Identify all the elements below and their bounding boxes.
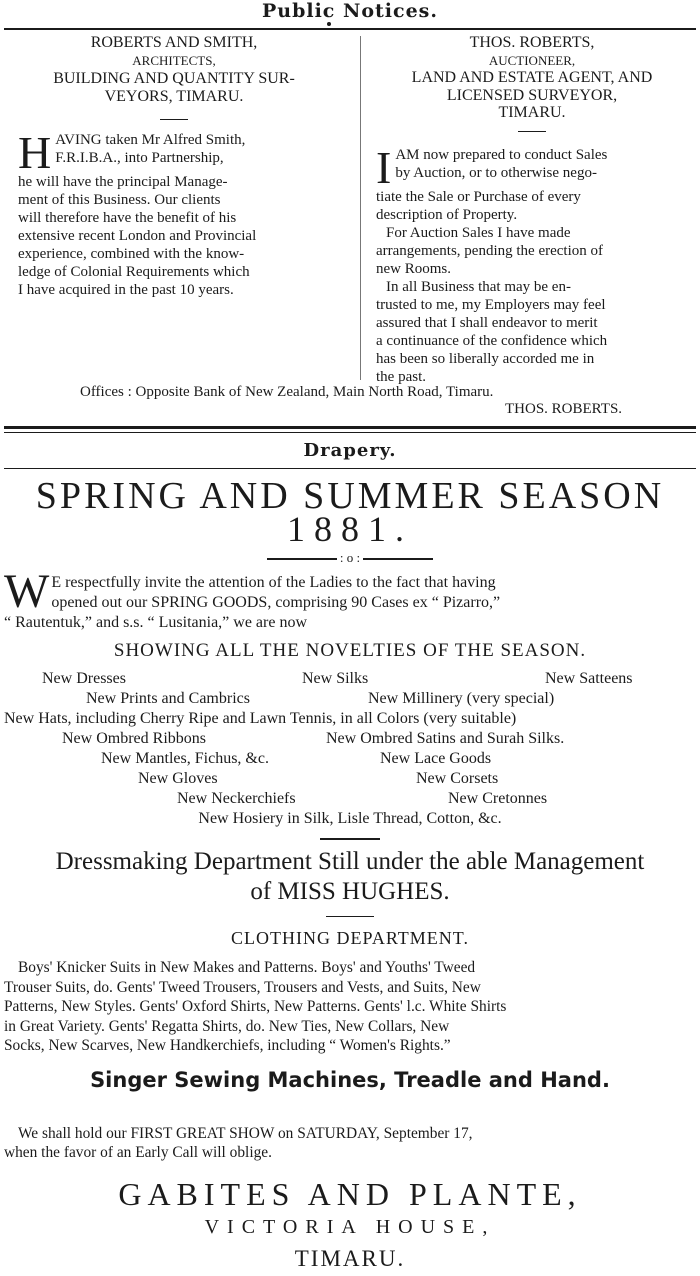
body-line: by Auction, or to otherwise nego- xyxy=(395,165,597,181)
dropcap: W xyxy=(4,565,50,618)
item-ribbons: New Ombred Ribbons xyxy=(62,730,206,747)
body-line: arrangements, pending the erection of xyxy=(376,243,603,259)
section-title-drapery: Drapery. xyxy=(303,440,397,461)
item-hosiery: New Hosiery in Silk, Lisle Thread, Cotton, &c. xyxy=(198,810,502,827)
intro-line: E respectfully invite the attention of the Ladies to the fact that having xyxy=(51,574,496,591)
intro-paragraph xyxy=(4,565,696,633)
signature: THOS. ROBERTS. xyxy=(505,401,623,417)
body-line: assured that I shall endeavor to merit xyxy=(376,315,598,331)
section-rule-thin xyxy=(4,432,696,433)
dressmaking-line-2: of MISS HUGHES. xyxy=(250,878,450,905)
item-corsets: New Corsets xyxy=(416,770,499,787)
ornament-dot xyxy=(327,22,331,26)
short-rule xyxy=(518,131,546,132)
clothing-heading: CLOTHING DEPARTMENT. xyxy=(231,928,469,948)
short-rule xyxy=(160,119,188,120)
item-gloves: New Gloves xyxy=(138,770,218,787)
item-cretonnes: New Cretonnes xyxy=(448,790,548,807)
item-silks: New Silks xyxy=(302,670,369,687)
short-rule xyxy=(320,838,380,840)
item-dresses: New Dresses xyxy=(42,670,126,687)
show-paragraph xyxy=(4,1124,696,1162)
heading-line: VEYORS, TIMARU. xyxy=(104,88,244,105)
novelties-heading: SHOWING ALL THE NOVELTIES OF THE SEASON. xyxy=(113,640,587,661)
body-line: For Auction Sales I have made xyxy=(386,225,571,241)
ad-year: 1881. xyxy=(287,509,413,549)
heading-line: LICENSED SURVEYOR, xyxy=(446,86,618,104)
body-line: F.R.I.B.A., into Partnership, xyxy=(55,150,224,166)
item-neckerchiefs: New Neckerchiefs xyxy=(177,790,296,807)
body-line: AM now prepared to conduct Sales xyxy=(395,147,608,163)
body-line: description of Property. xyxy=(376,207,518,223)
clothing-line: Patterns, New Styles. Gents' Oxford Shirts, New Patterns. Gents' l.c. White Shirts xyxy=(4,998,507,1015)
item-satteens: New Satteens xyxy=(545,670,633,687)
offices-line: Offices : Opposite Bank of New Zealand, Main North Road, Timaru. xyxy=(80,384,494,400)
heading-line: AUCTIONEER, xyxy=(488,52,576,68)
singer-line: Singer Sewing Machines, Treadle and Hand. xyxy=(90,1068,610,1092)
column-divider xyxy=(360,36,361,380)
clothing-line: in Great Variety. Gents' Regatta Shirts, do. New Ties, New Collars, New xyxy=(4,1017,450,1035)
body-line: tiate the Sale or Purchase of every xyxy=(376,189,581,205)
body-line: extensive recent London and Provincial xyxy=(18,228,257,244)
item-millinery: New Millinery (very special) xyxy=(368,690,555,707)
intro-line: opened out our SPRING GOODS, comprising 90 Cases ex “ Pizarro,” xyxy=(51,594,501,611)
short-rule xyxy=(326,916,374,917)
right-notice-body xyxy=(376,142,684,386)
heading-line: TIMARU. xyxy=(498,104,566,121)
clothing-paragraph xyxy=(4,958,696,1056)
dropcap: H xyxy=(18,127,52,178)
clothing-line: Socks, New Scarves, New Handkerchiefs, including “ Women's Rights.” xyxy=(4,1037,451,1054)
heading-line: BUILDING AND QUANTITY SUR- xyxy=(53,70,295,87)
body-line: ledge of Colonial Requirements which xyxy=(18,264,250,280)
item-satins: New Ombred Satins and Surah Silks. xyxy=(326,730,565,747)
drapery-rule xyxy=(4,468,696,469)
body-line: new Rooms. xyxy=(376,261,451,277)
clothing-line: Trouser Suits, do. Gents' Tweed Trousers, Trousers and Vests, and Suits, New xyxy=(4,978,481,996)
item-mantles: New Mantles, Fichus, &c. xyxy=(101,750,269,767)
body-line: AVING taken Mr Alfred Smith, xyxy=(55,132,246,148)
body-line: will therefore have the benefit of his xyxy=(18,210,237,226)
town-name: TIMARU. xyxy=(294,1246,406,1271)
item-lace: New Lace Goods xyxy=(380,750,492,767)
show-line: We shall hold our FIRST GREAT SHOW on SATURDAY, September 17, xyxy=(18,1125,473,1142)
body-line: a continuance of the confidence which xyxy=(376,333,608,349)
heading-line: LAND AND ESTATE AGENT, AND xyxy=(411,69,653,86)
heading-line: THOS. ROBERTS, xyxy=(469,34,595,51)
body-line: I have acquired in the past 10 years. xyxy=(18,282,234,298)
divider-text: : o : xyxy=(339,550,361,565)
body-line: ment of this Business. Our clients xyxy=(18,192,221,208)
heading-line: ARCHITECTS, xyxy=(132,53,216,68)
dropcap: I xyxy=(376,142,392,193)
item-prints: New Prints and Cambrics xyxy=(86,690,250,707)
right-notice-heading xyxy=(366,34,698,122)
top-rule xyxy=(4,28,696,30)
item-hats: New Hats, including Cherry Ripe and Lawn Tennis, in all Colors (very suitable) xyxy=(4,710,517,727)
body-line: In all Business that may be en- xyxy=(386,279,571,295)
body-line: trusted to me, my Employers may feel xyxy=(376,297,606,313)
section-rule-thick xyxy=(4,426,696,429)
heading-line: ROBERTS AND SMITH, xyxy=(90,34,258,51)
ad-title: SPRING AND SUMMER SEASON xyxy=(35,475,665,517)
body-line: experience, combined with the know- xyxy=(18,246,245,262)
show-line: when the favor of an Early Call will oblige. xyxy=(4,1144,272,1161)
body-line: has been so liberally accorded me in xyxy=(376,351,595,367)
left-notice-body xyxy=(18,127,324,299)
body-line: he will have the principal Manage- xyxy=(18,174,228,190)
section-title-public-notices: Public Notices. xyxy=(261,0,438,22)
dressmaking-line-1: Dressmaking Department Still under the able Management xyxy=(55,848,645,875)
clothing-line: Boys' Knicker Suits in New Makes and Patterns. Boys' and Youths' Tweed xyxy=(18,959,476,976)
firm-name: GABITES AND PLANTE, xyxy=(118,1176,582,1212)
intro-line: “ Rautentuk,” and s.s. “ Lusitania,” we are now xyxy=(4,614,308,631)
body-line: the past. xyxy=(376,369,426,385)
house-name: VICTORIA HOUSE, xyxy=(204,1216,496,1238)
left-notice-heading xyxy=(8,34,340,106)
ornament-divider xyxy=(0,550,700,566)
